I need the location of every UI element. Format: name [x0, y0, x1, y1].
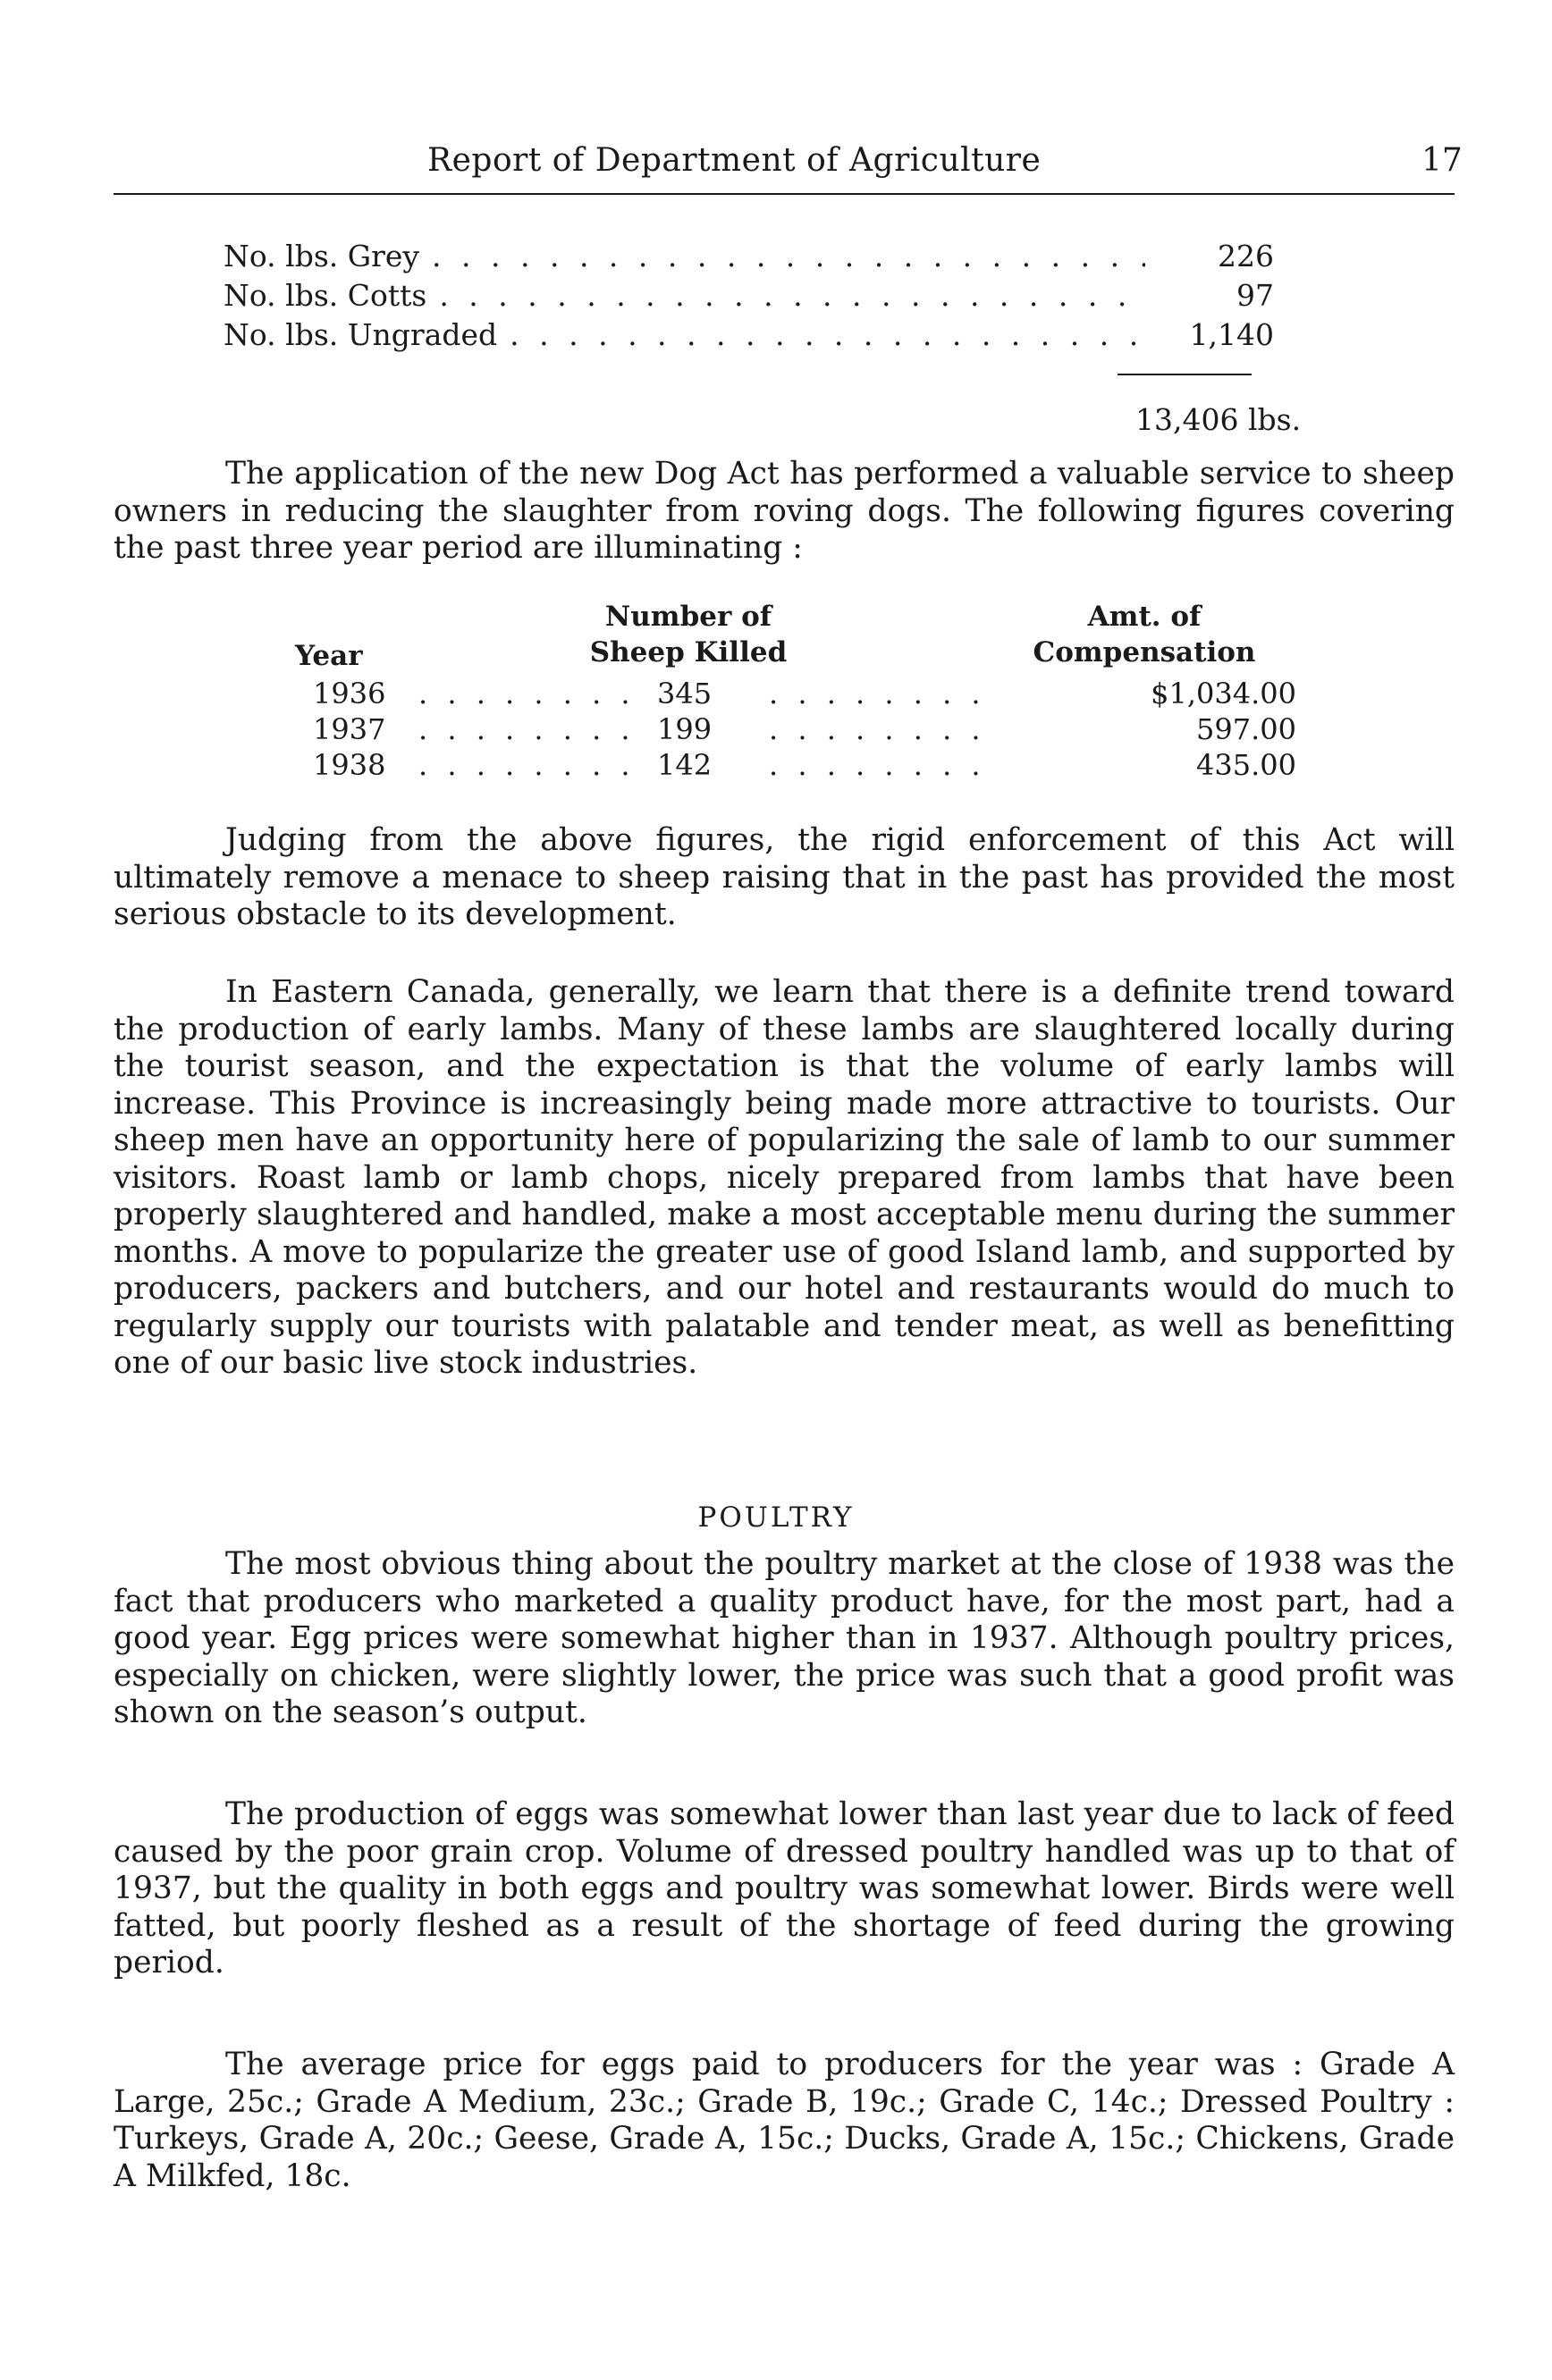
- column-header-line: Amt. of: [1087, 601, 1202, 633]
- cell-year: 1936: [313, 677, 386, 711]
- list-item-value: 97: [1236, 278, 1274, 313]
- cell-compensation: 435.00: [1196, 748, 1296, 782]
- column-header-compensation: [992, 599, 1296, 670]
- paragraph-dog-act: The application of the new Dog Act has performed a valuable service to sheep owners in reducing the slaughter from roving dogs. The following figures covering the past three year period are illuminating :: [114, 456, 1455, 566]
- wool-grade-list: [224, 237, 1274, 355]
- column-header-sheep-killed: [554, 599, 822, 670]
- list-item-value: 1,140: [1189, 317, 1274, 352]
- cell-year: 1937: [313, 712, 386, 746]
- paragraph-poultry-market: The most obvious thing about the poultry market at the close of 1938 was the fact that producers who marketed a quality product have, for the most part, had a good year. Egg prices were somewhat higher than in 1937. Although poultry prices, especially on chicken, were slightly lower, the price was such that a good profit was shown on the season’s output.: [114, 1546, 1455, 1730]
- table-row: [224, 711, 1319, 747]
- running-title: Report of Department of Agriculture: [427, 142, 1042, 179]
- column-header-line: Compensation: [1033, 636, 1256, 669]
- list-item: [224, 237, 1274, 276]
- list-item-value: 226: [1218, 239, 1274, 273]
- wool-total: 13,406 lbs.: [1135, 402, 1302, 437]
- list-item-label: No. lbs. Cotts: [224, 278, 427, 313]
- dot-leader: [418, 747, 633, 783]
- total-rule: [1118, 374, 1252, 375]
- column-header-year: Year: [295, 640, 363, 672]
- table-row: [224, 747, 1319, 783]
- list-item: [224, 276, 1274, 315]
- paragraph-egg-production: The production of eggs was somewhat lower than last year due to lack of feed caused by the poor grain crop. Volume of dressed poultry handled was up to that of 1937, but the quality in both eggs and poultry was somewhat lower. Birds were well fatted, but poorly fleshed as a result of the shortage of feed during the growing period.: [114, 1796, 1455, 1981]
- list-item: [224, 315, 1274, 355]
- list-item-label: No. lbs. Ungraded: [224, 317, 498, 352]
- column-header-line: Sheep Killed: [589, 636, 788, 669]
- dot-leader: [418, 676, 633, 711]
- table-row: [224, 676, 1319, 711]
- cell-sheep-killed: 345: [657, 677, 713, 711]
- dot-leader: [510, 315, 1145, 355]
- section-heading-poultry: POULTRY: [697, 1501, 855, 1534]
- dot-leader: [769, 676, 1001, 711]
- dot-leader: [432, 237, 1145, 276]
- running-head: [0, 134, 1552, 188]
- dot-leader: [769, 711, 1001, 747]
- dot-leader: [769, 747, 1001, 783]
- dot-leader: [418, 711, 633, 747]
- compensation-table: [224, 599, 1319, 783]
- header-rule: [114, 193, 1455, 195]
- paragraph-average-price: The average price for eggs paid to producers for the year was : Grade A Large, 25c.; Grade A Medium, 23c.; Grade B, 19c.; Grade C, 14c.; Dressed Poultry : Turkeys, Grade A, 20c.; Geese, Grade A, 15c.; Ducks, Grade A, 15c.; Chickens, Grade A Milkfed, 18c.: [114, 2047, 1455, 2194]
- table-header: [224, 599, 1319, 676]
- paragraph-eastern-canada: In Eastern Canada, generally, we learn that there is a definite trend toward the production of early lambs. Many of these lambs are slaughtered locally during the tourist season, and the expectation is that the volume of early lambs will increase. This Province is increasingly being made more attractive to tourists. Our sheep men have an opportunity here of popularizing the sale of lamb to our summer visitors. Roast lamb or lamb chops, nicely prepared from lambs that have been properly slaughtered and handled, make a most acceptable menu during the summer months. A move to popularize the greater use of good Island lamb, and supported by producers, packers and butchers, and our hotel and restaurants would do much to regularly supply our tourists with palatable and tender meat, as well as benefitting one of our basic live stock industries.: [114, 974, 1455, 1381]
- list-item-label: No. lbs. Grey: [224, 239, 420, 273]
- dot-leader: [439, 276, 1145, 315]
- cell-sheep-killed: 199: [657, 712, 713, 746]
- page-number: 17: [1421, 142, 1463, 179]
- paragraph-judging: Judging from the above figures, the rigid enforcement of this Act will ultimately remove a menace to sheep raising that in the past has provided the most serious obstacle to its development.: [114, 822, 1455, 932]
- cell-compensation: 597.00: [1196, 712, 1296, 746]
- cell-compensation: $1,034.00: [1151, 677, 1296, 711]
- column-header-line: Number of: [604, 601, 772, 633]
- cell-sheep-killed: 142: [657, 748, 713, 782]
- cell-year: 1938: [313, 748, 386, 782]
